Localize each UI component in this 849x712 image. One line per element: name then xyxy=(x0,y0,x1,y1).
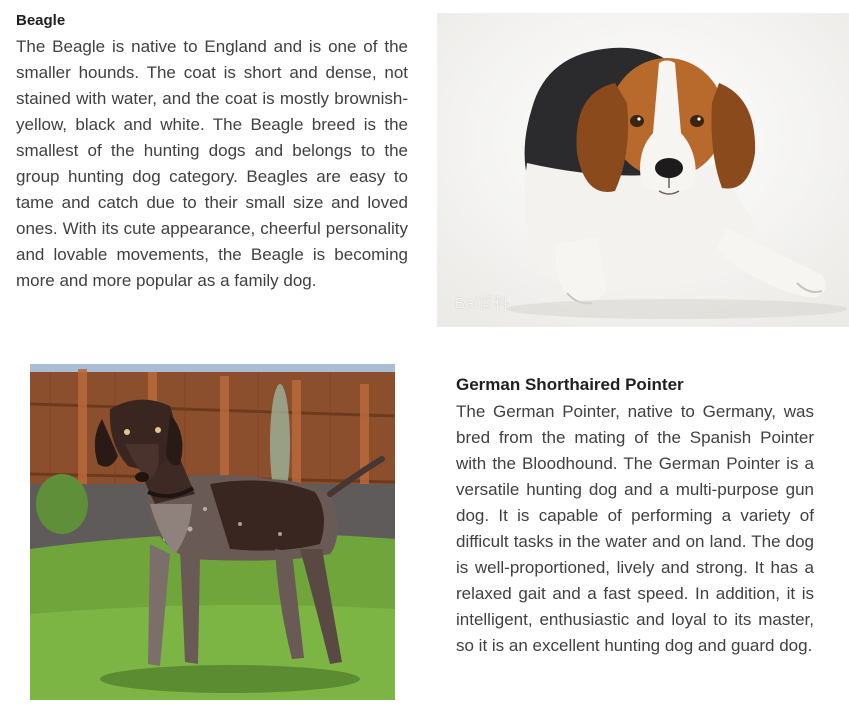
baike-watermark: Bai百科 xyxy=(455,295,510,312)
german-shorthaired-pointer-photo xyxy=(30,364,395,700)
beagle-title: Beagle xyxy=(16,12,66,29)
beagle-section xyxy=(16,10,408,294)
german-shorthaired-pointer-section xyxy=(456,373,814,659)
german-shorthaired-pointer-title: German Shorthaired Pointer xyxy=(456,375,684,394)
beagle-description: The Beagle is native to England and is one of the smaller hounds. The coat is short and dense, not stained with water, and the coat is mostly brownish-yellow, black and white. The Beagle breed is the smallest of the hunting dogs and belongs to the group hunting dog category. Beagles are easy to tame and catch due to their small size and loved ones. With its cute appearance, cheerful personality and lovable movements, the Beagle is becoming more and more popular as a family dog. xyxy=(16,37,408,290)
german-shorthaired-pointer-description: The German Pointer, native to Germany, was bred from the mating of the Spanish Pointer with the Bloodhound. The German Pointer is a versatile hunting dog and a multi-purpose gun dog. It is capable of performing a variety of difficult tasks in the water and on land. The dog is well-proportioned, lively and strong. It has a relaxed gait and a fast speed. In addition, it is intelligent, enthusiastic and loyal to its master, so it is an excellent hunting dog and guard dog. xyxy=(456,402,814,655)
beagle-photo xyxy=(437,13,849,327)
